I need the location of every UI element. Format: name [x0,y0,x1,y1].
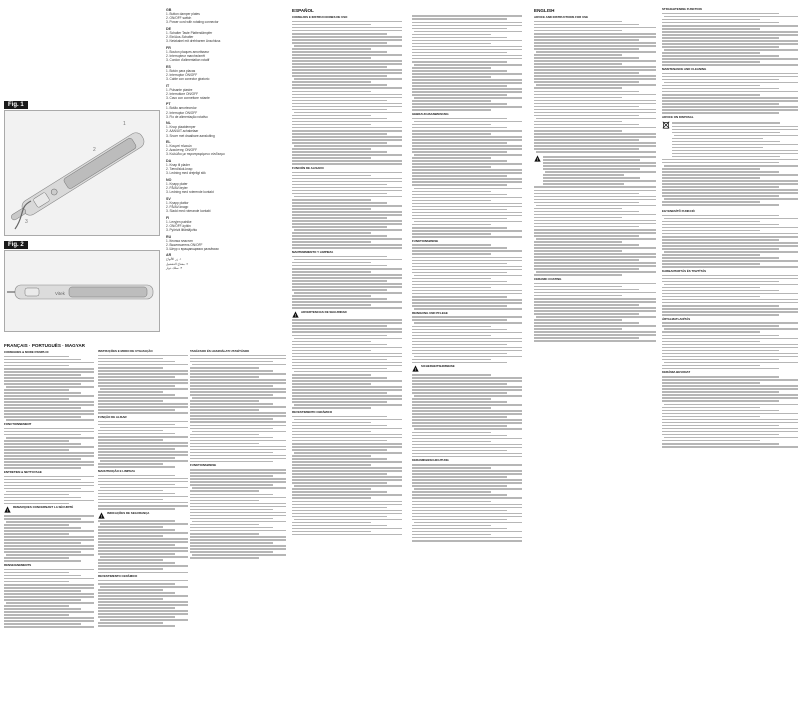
svg-text:1: 1 [123,121,126,127]
legend-item: 1. Botão amortecedor [166,106,197,111]
svg-text:!: ! [6,508,9,514]
column-fr-title: FRANÇAIS · PORTUGUÊS · MAGYAR [4,343,85,348]
legend-item: 2. ON/OFF switch [166,16,192,21]
body-text-block [292,319,402,409]
legend-item: 3. Sladd med roterande kontakt [166,209,211,214]
section-heading: INSTRUÇÕES E MODO DE UTILIZAÇÃO [98,349,153,353]
legend-item: 3. Cordon d'alimentation rotatif [166,58,210,63]
body-text-block [292,256,402,309]
section-heading: CERAMIC COATING [534,276,562,281]
legend-item: 3. Шнур с вращающимся разъёмом [166,246,219,251]
body-text-block [292,172,402,249]
svg-text:!: ! [100,513,103,519]
legend-lang-code: IT [166,83,170,88]
legend-item: 2. Interruttore ON/OFF [166,91,199,96]
warning-icon [98,512,105,519]
body-text-block [98,580,188,627]
legend-item: 1. Button damper plates [166,12,200,17]
body-text-block [412,316,522,363]
section-heading: ADVERTENCIAS DE SEGURIDAD [301,309,347,314]
legend-item: 3. Ledning med roterende kontakt [166,190,214,195]
body-text-block [412,15,522,111]
legend-lang-code: SV [166,196,171,201]
legend-item: 3. Fio de alimentação rotativo [166,114,208,119]
svg-text:2: 2 [93,147,96,153]
legend-lang-code: RU [166,234,172,239]
legend-item: 1. Κουμπί πλακών [166,144,193,149]
legend-item: 1. Pulsante piastre [166,87,193,92]
fig1-label: Fig. 1 [4,101,28,109]
legend-item: 1. Bouton plaques amortisseur [166,49,210,54]
section-heading: FUNKTIONSWEISE [190,463,217,468]
column-es-title: ESPAÑOL [292,8,314,13]
legend-item: 3. Cable con conector giratorio [166,76,210,81]
legend-lang-code: NO [166,177,172,182]
body-text-block [4,569,94,628]
legend-item: 1. Levyjen painike [166,219,192,224]
legend-item: 2. Tænd/sluk-knap [166,167,193,172]
body-text-block [412,374,522,457]
body-text-block [412,464,522,541]
legend-item: 2. PÅ/AV-knapp [166,204,189,209]
fig2-image [4,250,160,332]
legend-lang-code: FR [166,45,171,50]
body-text-block [98,421,188,468]
legend-lang-code: PT [166,102,171,107]
legend-item: ١. زر الألواح [166,257,182,262]
body-text-block [4,515,94,562]
body-text-block [292,21,402,165]
body-text-block [662,159,798,206]
section-heading: REVESTIMENTO CERÂMICO [98,574,138,579]
warning-icon [534,155,541,162]
legend-item: 3. Power cord with rotating connector [166,20,219,25]
device-brand-text: Vitek [55,291,65,296]
column-spanish [292,8,402,698]
body-text-block [190,355,286,463]
section-heading: MANTENIMIENTO Y LIMPIEZA [292,250,334,254]
legend-item: 1. Кнопка пластин [166,238,193,243]
column-french [4,343,94,699]
legend-item: ٢. مفتاح التشغيل [166,261,189,266]
body-text-block [98,520,188,573]
warning-icon [292,311,299,318]
section-heading: STRAIGHTENING FUNCTION [662,8,702,11]
legend-item: 1. Knap til plader [166,163,190,168]
legend-item: 2. Ein/Aus-Schalter [166,35,194,40]
column-english [534,8,656,698]
svg-text:3: 3 [25,219,28,225]
section-heading: INDICAÇÕES DE SEGURANÇA [107,510,150,515]
section-heading: SICHERHEITSHINWEISE [421,364,455,369]
section-heading: RENSEIGNEMENTS [4,562,32,567]
section-heading: ADVICE ON DISPOSAL [662,114,694,119]
body-text-block [412,244,522,309]
column-portuguese [98,343,188,699]
legend-item: 2. AAN/UIT-schakelaar [166,129,199,134]
column-hungarian [190,343,286,699]
section-heading: TANÁCSOK ÉS HASZNÁLATI UTASÍTÁSOK [190,349,250,353]
section-heading: EGYENESÍTŐ FUNKCIÓ [662,208,695,213]
body-text-block [662,13,798,66]
body-text-block [534,21,656,153]
warning-icon [412,365,419,372]
body-text-block [543,156,656,185]
body-text-block [672,122,798,157]
column-english-right [662,8,798,698]
legend-lang-code: DE [166,26,171,31]
section-heading: ÁRTALMATLANÍTÁS [662,316,691,321]
body-text-block [662,73,798,114]
legend-item: 1. Botón para placas [166,68,196,73]
warning-icon [4,506,11,513]
body-text-block [412,118,522,238]
section-heading: FUNÇÃO DE ALISAR [98,414,127,419]
legend-item: 3. Cavo con connettore rotante [166,95,210,100]
legend-lang-code: FI [166,215,170,220]
section-heading: KERÁMIA BEVONAT [662,370,691,375]
section-heading: ENTRETIEN & NETTOYAGE [4,469,42,474]
body-text-block [662,215,798,268]
legend-item: 2. Διακόπτης ON/OFF [166,148,198,153]
legend-item: 1. Schalter Taste Plattendämpfer [166,30,213,35]
legend-item: 3. Snoer met draaibare aansluiting [166,133,215,138]
section-heading: REVESTIMIENTO CERÁMICO [292,409,333,414]
legend-item: 2. PÅ/AV-bryter [166,186,188,191]
section-heading: KARBANTARTÁS ÉS TISZTÍTÁS [662,268,707,273]
legend-item: 2. Выключатель ON/OFF [166,242,203,247]
body-text-block [4,356,94,421]
recycle-bin-icon [662,121,670,129]
body-text-block [4,428,94,469]
svg-text:!: ! [414,367,417,373]
body-text-block [4,476,94,505]
fig1-image [4,110,160,236]
legend-item: ٣. سلك دوار [166,265,183,270]
legend-item: 2. Interruptor ON/OFF [166,110,198,115]
section-heading: FONCTIONNEMENT [4,422,32,427]
section-heading: FUNCIÓN DE ALISADO [292,165,324,170]
section-heading: ADVICE AND INSTRUCTIONS FOR USE [534,15,589,19]
legend-item: 3. Καλώδιο με περιστρεφόμενο σύνδεσμο [166,152,225,157]
section-heading: KERAMIKBESCHICHTUNG [412,458,449,463]
legend-item: 3. Ledning med drejeligt stik [166,171,206,176]
section-heading: MAINTENANCE AND CLEANING [662,66,707,71]
section-heading: CONSEJOS E INSTRUCCIONES DE USO [292,15,348,19]
section-heading: GEBRAUCHSANWEISUNG [412,112,449,116]
section-heading: REINIGUNG UND PFLEGE [412,310,448,315]
section-heading: FUNKTIONSWEISE [412,238,439,243]
column-german [412,8,522,698]
legend-item: 3. Pyörivä liitäntäjohto [166,227,198,232]
legend-item: 2. ON/OFF-kytkin [166,223,191,228]
legend-lang-code: GB [166,8,172,12]
legend-lang-code: DA [166,159,172,163]
legend-item: 1. Knapp plater [166,181,188,186]
column-en-title: ENGLISH [534,8,555,13]
section-heading: MANUTENÇÃO E LIMPEZA [98,468,136,473]
body-text-block [662,322,798,369]
hair-straightener-illustration [5,111,160,236]
section-heading: REMARQUES CONCERNANT LA SÉCURITÉ [13,505,74,510]
legend-item: 1. Knapp plattor [166,200,189,205]
fig2-label: Fig. 2 [4,241,28,249]
body-text-block [292,416,402,536]
legend-item: 1. Knop plaatdemper [166,125,196,130]
svg-text:!: ! [536,156,539,162]
legend-lang-code: ES [166,64,171,69]
body-text-block [534,186,656,276]
legend-item: 2. Interruptor ON/OFF [166,72,198,77]
body-text-block [98,355,188,414]
column-de-title [412,8,522,14]
legend-item: 2. Interrupteur marche/arrêt [166,53,205,58]
legend-item: 3. Netzkabel mit drehbarem Anschluss [166,39,221,44]
body-text-block [190,469,286,559]
legend-lang-code: EL [166,140,171,145]
section-heading: CONSIGNES & MODE D'EMPLOI [4,350,49,354]
body-text-block [534,283,656,342]
legend-lang-code: NL [166,121,171,126]
parts-legend [166,8,286,348]
svg-text:!: ! [294,312,297,318]
body-text-block [98,475,188,510]
legend-lang-code: AR [166,253,172,258]
body-text-block [662,376,798,447]
straightener-closed-illustration [5,251,160,332]
body-text-block [662,275,798,316]
